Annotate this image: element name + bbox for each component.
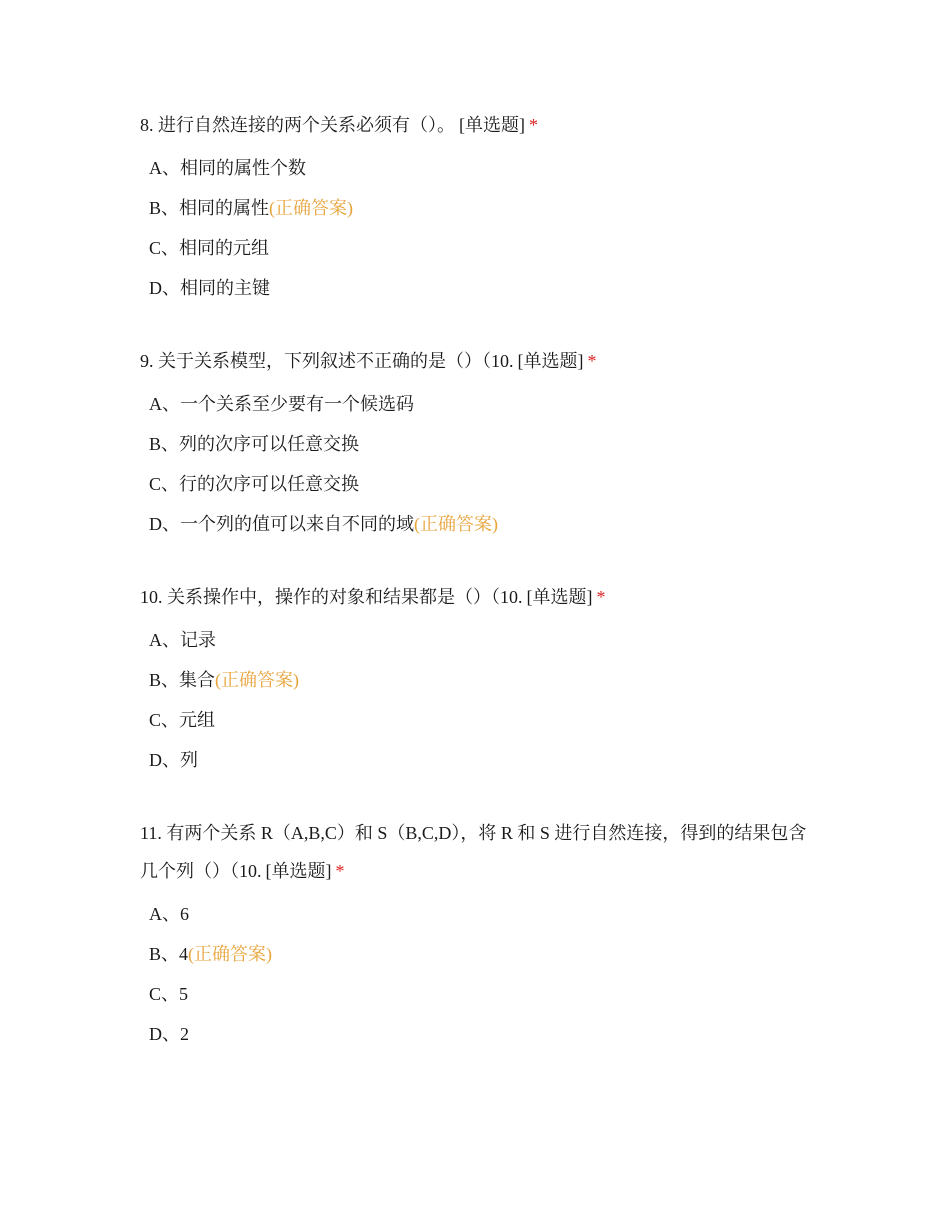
option-c — [140, 974, 820, 1014]
option-text: B、4 — [149, 944, 189, 964]
option-text: C、相同的元组 — [149, 238, 270, 258]
quiz-page — [140, 106, 820, 1088]
option-text: B、集合 — [149, 670, 216, 690]
option-b — [140, 660, 820, 700]
option-text: D、列 — [149, 750, 198, 770]
option-text: C、5 — [149, 984, 189, 1004]
option-d — [140, 268, 820, 308]
option-b — [140, 424, 820, 464]
option-list — [140, 148, 820, 308]
question-type: [单选题] — [517, 351, 584, 371]
question-11 — [140, 814, 820, 1054]
option-b — [140, 934, 820, 974]
option-d — [140, 740, 820, 780]
question-text: 11. 有两个关系 R（A,B,C）和 S（B,C,D），将 R 和 S 进行自然连接，得到的结果包含几个列（）（10. — [140, 823, 807, 881]
option-text: A、6 — [149, 904, 189, 924]
option-list — [140, 384, 820, 544]
option-text: A、相同的属性个数 — [149, 158, 306, 178]
option-text: A、一个关系至少要有一个候选码 — [149, 394, 414, 414]
question-type: [单选题] — [526, 587, 593, 607]
option-c — [140, 228, 820, 268]
option-text: D、相同的主键 — [149, 278, 270, 298]
question-text: 9. 关于关系模型，下列叙述不正确的是（）（10. — [140, 351, 514, 371]
required-mark: * — [335, 861, 345, 881]
option-text: B、相同的属性 — [149, 198, 270, 218]
correct-answer-label: (正确答案) — [188, 944, 273, 964]
option-text: D、一个列的值可以来自不同的域 — [149, 514, 414, 534]
option-text: A、记录 — [149, 630, 216, 650]
required-mark: * — [529, 115, 538, 135]
question-10 — [140, 578, 820, 780]
option-c — [140, 700, 820, 740]
question-9 — [140, 342, 820, 544]
option-text: C、行的次序可以任意交换 — [149, 474, 360, 494]
question-title — [140, 342, 820, 380]
question-title — [140, 106, 820, 144]
required-mark: * — [587, 351, 597, 371]
option-c — [140, 464, 820, 504]
question-8 — [140, 106, 820, 308]
option-text: C、元组 — [149, 710, 216, 730]
question-title — [140, 578, 820, 616]
question-title — [140, 814, 820, 890]
question-text: 8. 进行自然连接的两个关系必须有（）。 — [140, 115, 455, 135]
option-text: B、列的次序可以任意交换 — [149, 434, 360, 454]
option-d — [140, 504, 820, 544]
option-a — [140, 894, 820, 934]
question-type: [单选题] — [459, 115, 525, 135]
required-mark: * — [596, 587, 606, 607]
option-b — [140, 188, 820, 228]
option-text: D、2 — [149, 1024, 189, 1044]
option-d — [140, 1014, 820, 1054]
option-a — [140, 620, 820, 660]
option-a — [140, 148, 820, 188]
option-a — [140, 384, 820, 424]
question-type: [单选题] — [265, 861, 332, 881]
option-list — [140, 894, 820, 1054]
correct-answer-label: (正确答案) — [269, 198, 354, 218]
question-text: 10. 关系操作中，操作的对象和结果都是（）（10. — [140, 587, 523, 607]
correct-answer-label: (正确答案) — [215, 670, 300, 690]
option-list — [140, 620, 820, 780]
correct-answer-label: (正确答案) — [414, 514, 498, 534]
